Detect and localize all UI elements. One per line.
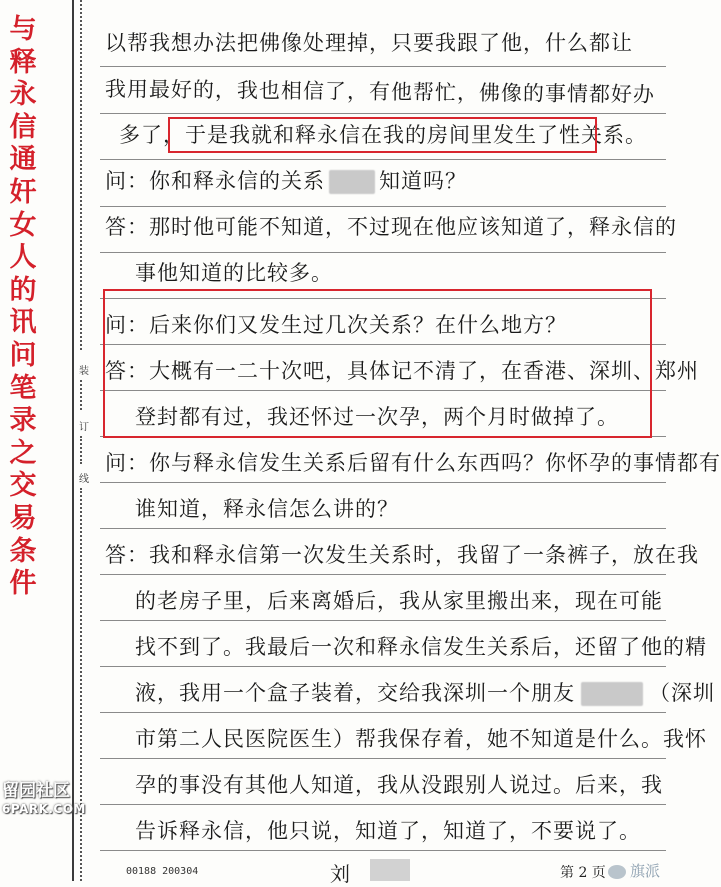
ruled-line xyxy=(100,482,666,483)
caption-char: 易 xyxy=(9,502,37,534)
ruled-line xyxy=(100,850,666,851)
caption-char: 奸 xyxy=(9,176,37,208)
ruled-line xyxy=(100,252,666,253)
page-number: 第 2 页 xyxy=(560,865,606,881)
transcript-line: 液，我用一个盒子装着，交给我深圳一个朋友 （深圳 xyxy=(135,681,715,705)
caption-char: 件 xyxy=(9,568,37,600)
ruled-line xyxy=(100,712,666,713)
watermark-brand xyxy=(608,860,660,881)
question-line: 问：你与释永信发生关系后留有什么东西吗？你怀孕的事情都有 xyxy=(105,451,721,475)
ruled-line xyxy=(100,758,666,759)
document-code: 00188 200304 xyxy=(126,866,199,877)
ruled-line xyxy=(100,804,666,805)
transcript-line: 的老房子里，后来离婚后，我从家里搬出来，现在可能 xyxy=(135,589,663,613)
ruled-line xyxy=(100,528,666,529)
redaction-block xyxy=(581,682,643,706)
highlight-box-sentence xyxy=(168,117,597,153)
transcript-line: 告诉释永信，他只说，知道了，知道了，不要说了。 xyxy=(135,819,641,843)
caption-char: 的 xyxy=(9,274,37,306)
transcript-line: 我用最好的，我也相信了，有他帮忙，佛像的事情都好办 xyxy=(104,77,656,107)
watermark-site-cn: 留园社区 xyxy=(2,781,70,801)
caption-char: 条 xyxy=(9,535,37,567)
answer-line: 答：大概有一二十次吧，具体记不清了，在香港、深圳、郑州 xyxy=(105,359,699,383)
binding-mark: 线 xyxy=(79,474,89,485)
ruled-line xyxy=(100,159,666,160)
transcript-line: 以帮我想办法把佛像处理掉，只要我跟了他，什么都让 xyxy=(105,31,633,55)
highlighted-sentence: 于是我就和释永信在我的房间里发生了性关系。 xyxy=(185,123,647,147)
caption-char: 永 xyxy=(9,79,37,111)
redaction-block xyxy=(370,859,410,881)
binding-mark: 装 xyxy=(79,366,89,377)
ruled-line xyxy=(100,666,666,667)
binding-mark: 订 xyxy=(79,422,89,433)
caption-char: 问 xyxy=(9,339,37,371)
ruled-line xyxy=(100,206,666,207)
side-caption xyxy=(6,14,40,601)
caption-char: 人 xyxy=(9,242,37,274)
caption-char: 释 xyxy=(9,46,37,78)
watermark-site-en: 6PARK.COM xyxy=(2,802,86,816)
answer-line: 答：我和释永信第一次发生关系时，我留了一条裤子，放在我 xyxy=(105,543,699,567)
chat-bubble-icon xyxy=(608,865,626,879)
binding-dotted-line xyxy=(80,436,84,464)
caption-char: 之 xyxy=(9,437,37,469)
transcript-line: 事他知道的比较多。 xyxy=(135,261,333,285)
ruled-line xyxy=(100,66,666,67)
transcript-line: 谁知道，释永信怎么讲的？ xyxy=(135,497,399,521)
binding-dotted-line xyxy=(80,0,84,350)
signature-mark: 刘 xyxy=(330,862,350,886)
transcript-line: 多了，于是我就和释永信在我的房间里发生了性关系。 xyxy=(119,123,647,147)
transcript-line: 市第二人民医院医生）帮我保存着，她不知道是什么。我怀 xyxy=(135,727,707,751)
question-line: 问：你和释永信的关系 知道吗？ xyxy=(105,169,467,193)
ruled-line xyxy=(100,113,666,114)
caption-char: 通 xyxy=(9,144,37,176)
caption-char: 录 xyxy=(9,405,37,437)
binding-dotted-line xyxy=(80,488,84,881)
ruled-line xyxy=(100,620,666,621)
transcript-line: 找不到了。我最后一次和释永信发生关系后，还留了他的精 xyxy=(135,635,707,659)
transcript-line: 孕的事没有其他人知道，我从没跟别人说过。后来，我 xyxy=(135,773,663,797)
watermark-6park xyxy=(2,782,86,818)
caption-char: 讯 xyxy=(9,307,37,339)
question-line: 问：后来你们又发生过几次关系？在什么地方？ xyxy=(105,313,567,337)
caption-char: 女 xyxy=(9,209,37,241)
transcript-line: 登封都有过，我还怀过一次孕，两个月时做掉了。 xyxy=(135,405,619,429)
binding-dotted-line xyxy=(80,380,84,410)
answer-line: 答：那时他可能不知道，不过现在他应该知道了，释永信的 xyxy=(105,215,677,239)
caption-char: 信 xyxy=(9,111,37,143)
binding-margin-line xyxy=(72,0,74,881)
watermark-brand-text: 旗派 xyxy=(630,862,661,880)
caption-char: 笔 xyxy=(9,372,37,404)
redaction-block xyxy=(329,170,375,194)
highlight-box-answer xyxy=(103,289,652,438)
caption-char: 与 xyxy=(9,14,37,45)
caption-char: 交 xyxy=(9,470,37,502)
ruled-line xyxy=(100,574,666,575)
